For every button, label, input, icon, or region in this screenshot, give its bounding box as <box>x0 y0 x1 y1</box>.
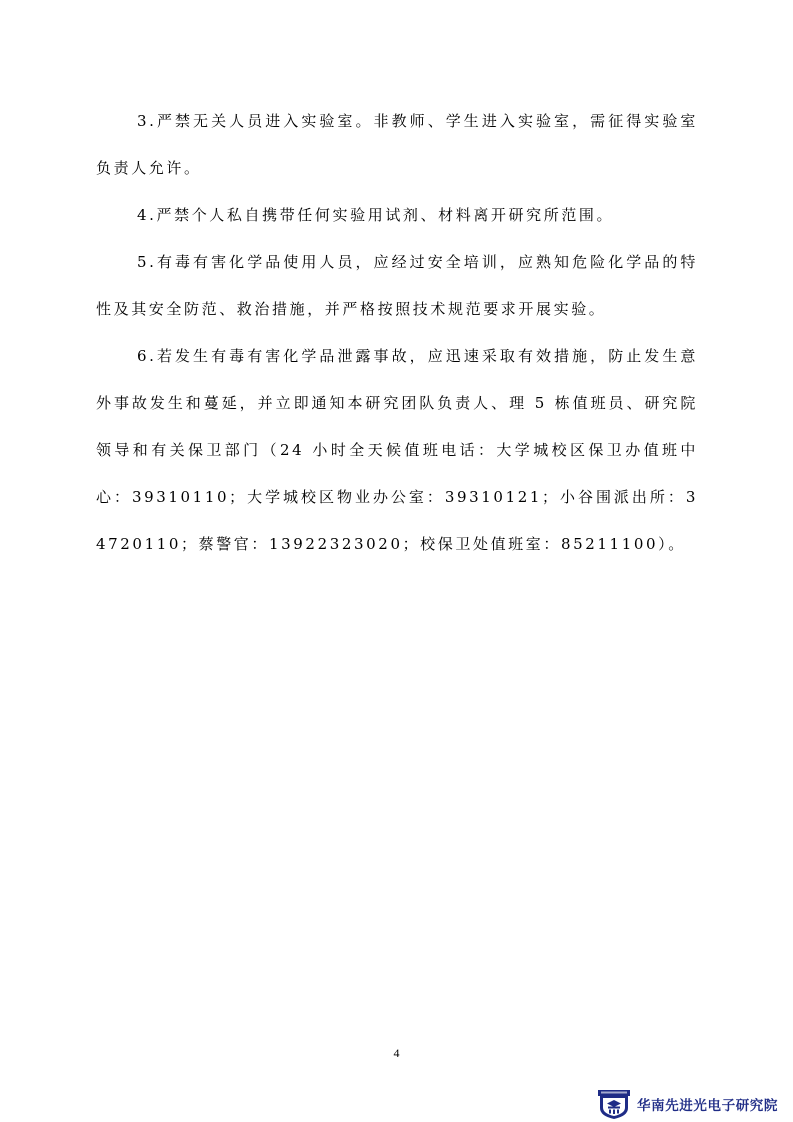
paragraph-rule-4: 4.严禁个人私自携带任何实验用试剂、材料离开研究所范围。 <box>137 206 615 224</box>
footer-logo <box>597 1088 778 1120</box>
university-emblem-icon <box>597 1088 631 1120</box>
paragraph-rule-6: 6.若发生有毒有害化学品泄露事故，应迅速采取有效措施，防止发生意外事故发生和蔓延，并立即通知本研究团队负责人、理 5 栋值班员、研究院领导和有关保卫部门（24 小时全天候值班电话：大学城校区保卫办值班中心：39310110；大学城校区物业办公室：39310121；小谷围派出所：34720110；蔡警官：13922323020；校保卫处值班室：85211100）。 <box>96 347 698 553</box>
page-number: 4 <box>393 1046 400 1060</box>
paragraph-rule-3: 3.严禁无关人员进入实验室。非教师、学生进入实验室，需征得实验室负责人允许。 <box>96 112 698 177</box>
paragraph-rule-5: 5.有毒有害化学品使用人员，应经过安全培训，应熟知危险化学品的特性及其安全防范、救治措施，并严格按照技术规范要求开展实验。 <box>96 253 698 318</box>
footer-logo-text: 华南先进光电子研究院 <box>637 1098 778 1114</box>
document-body <box>96 98 698 568</box>
